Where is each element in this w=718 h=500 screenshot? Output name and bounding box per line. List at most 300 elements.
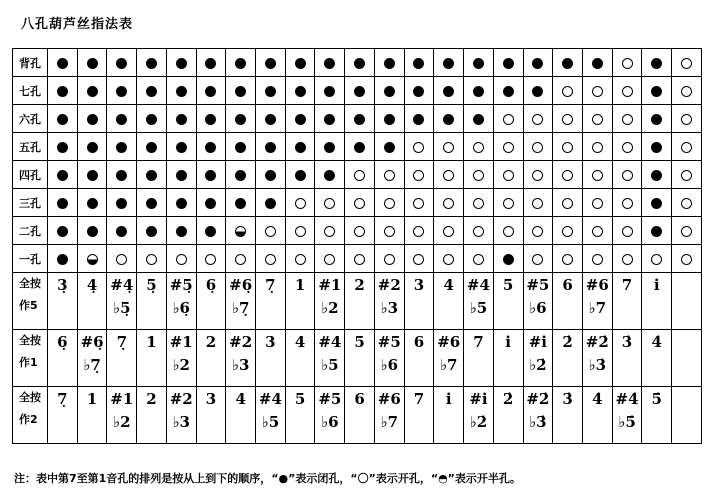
- note-alternate: [613, 352, 642, 356]
- note-alternate: [345, 352, 374, 356]
- hole-cell: [582, 189, 612, 217]
- open-hole-icon: [473, 198, 484, 209]
- hole-cell: [404, 189, 434, 217]
- note-cell: [493, 330, 523, 387]
- open-hole-icon: [324, 198, 335, 209]
- note-primary: 7̣: [57, 390, 68, 408]
- note-primary: #4̇: [615, 390, 639, 408]
- closed-hole-icon: [265, 58, 276, 69]
- note-alternate: ♭7: [380, 413, 399, 431]
- note-alternate: ♭5: [469, 299, 488, 317]
- hole-cell: [523, 161, 553, 189]
- hole-cell: [374, 49, 404, 77]
- hole-row: [13, 189, 702, 217]
- closed-hole-icon: [146, 86, 157, 97]
- closed-hole-icon: [116, 114, 127, 125]
- closed-hole-icon: [384, 86, 395, 97]
- open-hole-icon: [681, 114, 692, 125]
- hole-row: [13, 77, 702, 105]
- note-primary: #1: [110, 390, 134, 408]
- note-cell: [582, 273, 612, 330]
- note-primary: 5: [294, 390, 306, 408]
- closed-hole-icon: [57, 254, 68, 265]
- hole-cell: [553, 105, 583, 133]
- open-hole-icon: [622, 198, 633, 209]
- hole-cell: [434, 217, 464, 245]
- note-cell: [137, 330, 167, 387]
- hole-cell: [256, 77, 286, 105]
- closed-hole-icon: [57, 170, 68, 181]
- open-hole-icon: [681, 226, 692, 237]
- note-row: [13, 273, 702, 330]
- note-alternate: ♭2: [321, 299, 339, 317]
- note-primary: #6: [437, 333, 461, 351]
- closed-hole-icon: [592, 58, 603, 69]
- hole-cell: [196, 77, 226, 105]
- closed-hole-icon: [57, 114, 68, 125]
- closed-hole-icon: [651, 86, 662, 97]
- note-alternate: ♭2: [172, 356, 190, 374]
- closed-hole-icon: [205, 86, 216, 97]
- open-hole-icon: [622, 254, 633, 265]
- hole-cell: [285, 189, 315, 217]
- hole-cell: [107, 217, 137, 245]
- note-alternate: ♭6: [321, 413, 339, 431]
- note-primary: 5̣: [146, 276, 157, 294]
- hole-cell: [523, 49, 553, 77]
- hole-cell: [345, 77, 375, 105]
- note-primary: 6̣: [57, 333, 68, 351]
- closed-hole-icon: [116, 142, 127, 153]
- open-hole-icon: [532, 170, 543, 181]
- open-hole-icon: [622, 86, 633, 97]
- hole-cell: [612, 189, 642, 217]
- closed-hole-icon: [116, 58, 127, 69]
- hole-cell: [612, 49, 642, 77]
- note-primary: 7: [473, 333, 484, 351]
- hole-cell: [612, 161, 642, 189]
- note-primary: 4: [235, 390, 246, 408]
- open-hole-icon: [384, 254, 395, 265]
- hole-cell: [137, 49, 167, 77]
- note-cell: [404, 387, 434, 444]
- note-primary: #i: [469, 390, 488, 408]
- note-primary: 3: [413, 276, 425, 294]
- open-hole-icon: [562, 254, 573, 265]
- note-primary: #6: [585, 276, 609, 294]
- note-cell: [196, 273, 226, 330]
- open-hole-icon: [265, 226, 276, 237]
- note-alternate: ♭7̣: [231, 299, 250, 317]
- hole-cell: [166, 217, 196, 245]
- hole-cell: [642, 105, 672, 133]
- closed-hole-icon: [324, 58, 335, 69]
- note-primary: 1: [146, 333, 157, 351]
- open-hole-icon: [503, 170, 514, 181]
- open-hole-icon: [592, 86, 603, 97]
- hole-cell: [107, 49, 137, 77]
- hole-cell: [48, 133, 78, 161]
- note-primary: #6̣: [80, 333, 104, 351]
- note-cell: [107, 273, 137, 330]
- footnote-half-text: 表示开半孔。: [454, 472, 521, 485]
- hole-cell: [48, 49, 78, 77]
- closed-hole-icon: [87, 226, 98, 237]
- open-hole-icon: [324, 254, 335, 265]
- hole-cell: [345, 189, 375, 217]
- note-alternate: [286, 295, 315, 299]
- hole-cell: [137, 217, 167, 245]
- note-cell: [612, 330, 642, 387]
- footnote-closed-symbol: “●”: [271, 472, 296, 485]
- closed-hole-icon: [443, 86, 454, 97]
- open-hole-icon: [532, 114, 543, 125]
- hole-cell: [48, 77, 78, 105]
- hole-cell: [107, 77, 137, 105]
- fingering-table: [12, 48, 702, 444]
- closed-hole-icon: [384, 58, 395, 69]
- note-cell: [493, 387, 523, 444]
- note-alternate: ♭7: [439, 356, 458, 374]
- hole-label: 五孔: [13, 133, 48, 161]
- note-cell: [137, 273, 167, 330]
- hole-label: 一孔: [13, 245, 48, 273]
- note-row: [13, 330, 702, 387]
- open-hole-icon: [503, 114, 514, 125]
- open-hole-icon: [503, 226, 514, 237]
- note-cell: [523, 273, 553, 330]
- hole-cell: [107, 133, 137, 161]
- hole-cell: [166, 49, 196, 77]
- hole-cell: [226, 133, 256, 161]
- hole-cell: [77, 161, 107, 189]
- open-hole-icon: [592, 226, 603, 237]
- hole-cell: [315, 105, 345, 133]
- note-cell: [345, 387, 375, 444]
- note-cell: [196, 387, 226, 444]
- closed-hole-icon: [176, 198, 187, 209]
- hole-cell: [77, 245, 107, 273]
- closed-hole-icon: [235, 170, 246, 181]
- open-hole-icon: [413, 142, 424, 153]
- hole-cell: [48, 189, 78, 217]
- hole-row: [13, 161, 702, 189]
- hole-cell: [612, 245, 642, 273]
- closed-hole-icon: [265, 86, 276, 97]
- note-cell: [226, 330, 256, 387]
- note-alternate: [405, 295, 434, 299]
- hole-cell: [612, 105, 642, 133]
- hole-cell: [226, 245, 256, 273]
- closed-hole-icon: [176, 114, 187, 125]
- closed-hole-icon: [235, 86, 246, 97]
- note-primary: 5: [354, 333, 365, 351]
- footnote-closed-text: 表示闭孔，: [295, 472, 351, 485]
- closed-hole-icon: [176, 142, 187, 153]
- note-primary: #2: [229, 333, 253, 351]
- closed-hole-icon: [87, 170, 98, 181]
- closed-hole-icon: [116, 198, 127, 209]
- closed-hole-icon: [295, 58, 306, 69]
- hole-cell: [523, 245, 553, 273]
- half-open-hole-icon: [235, 226, 246, 237]
- hole-cell: [523, 189, 553, 217]
- hole-cell: [642, 133, 672, 161]
- note-cell: [553, 330, 583, 387]
- open-hole-icon: [622, 114, 633, 125]
- hole-cell: [256, 245, 286, 273]
- hole-cell: [642, 161, 672, 189]
- note-cell: [464, 273, 494, 330]
- open-hole-icon: [116, 254, 127, 265]
- closed-hole-icon: [295, 170, 306, 181]
- closed-hole-icon: [176, 86, 187, 97]
- fingering-table-body: [13, 49, 702, 444]
- hole-row: [13, 49, 702, 77]
- note-alternate: [78, 295, 107, 299]
- note-primary: 6̣: [205, 276, 217, 294]
- hole-label: 四孔: [13, 161, 48, 189]
- open-hole-icon: [295, 226, 306, 237]
- hole-cell: [582, 77, 612, 105]
- hole-row: [13, 133, 702, 161]
- hole-cell: [553, 161, 583, 189]
- closed-hole-icon: [354, 58, 365, 69]
- hole-cell: [77, 133, 107, 161]
- note-primary: #4: [318, 333, 342, 351]
- closed-hole-icon: [354, 142, 365, 153]
- hole-row: [13, 217, 702, 245]
- open-hole-icon: [295, 198, 306, 209]
- open-hole-icon: [413, 254, 424, 265]
- note-primary: 3: [265, 333, 276, 351]
- hole-cell: [285, 217, 315, 245]
- note-alternate: [197, 295, 226, 299]
- note-primary: #5: [526, 276, 550, 294]
- closed-hole-icon: [116, 226, 127, 237]
- open-hole-icon: [473, 170, 484, 181]
- open-hole-icon: [146, 254, 157, 265]
- hole-cell: [523, 105, 553, 133]
- note-cell: [107, 387, 137, 444]
- hole-cell: [256, 133, 286, 161]
- note-primary: 6: [562, 276, 573, 294]
- closed-hole-icon: [205, 170, 216, 181]
- hole-cell: [404, 161, 434, 189]
- note-alternate: ♭3: [172, 413, 190, 431]
- closed-hole-icon: [651, 142, 662, 153]
- closed-hole-icon: [116, 170, 127, 181]
- hole-cell: [226, 105, 256, 133]
- hole-cell: [672, 245, 702, 273]
- hole-cell: [523, 133, 553, 161]
- note-alternate: ♭5: [261, 413, 280, 431]
- hole-cell: [196, 245, 226, 273]
- closed-hole-icon: [562, 58, 573, 69]
- open-hole-icon: [413, 198, 424, 209]
- note-cell: [434, 273, 464, 330]
- hole-cell: [404, 133, 434, 161]
- note-alternate: ♭2̇: [529, 356, 547, 374]
- hole-cell: [48, 161, 78, 189]
- hole-cell: [137, 161, 167, 189]
- closed-hole-icon: [324, 86, 335, 97]
- note-primary: 2: [146, 390, 157, 408]
- hole-cell: [642, 217, 672, 245]
- hole-cell: [226, 217, 256, 245]
- hole-cell: [48, 105, 78, 133]
- hole-label: 三孔: [13, 189, 48, 217]
- hole-cell: [196, 133, 226, 161]
- hole-cell: [553, 245, 583, 273]
- note-primary: 1: [294, 276, 306, 294]
- note-primary: #2: [377, 276, 401, 294]
- note-primary: #6̣: [229, 276, 253, 294]
- hole-cell: [256, 161, 286, 189]
- hole-cell: [553, 49, 583, 77]
- note-alternate: [494, 409, 523, 413]
- note-cell: [672, 387, 702, 444]
- closed-hole-icon: [443, 114, 454, 125]
- note-primary: i: [445, 390, 452, 408]
- note-cell: [48, 387, 78, 444]
- note-primary: 4̇: [592, 390, 603, 408]
- note-cell: [48, 273, 78, 330]
- closed-hole-icon: [87, 58, 98, 69]
- note-row: [13, 387, 702, 444]
- hole-cell: [256, 105, 286, 133]
- open-hole-icon: [562, 114, 573, 125]
- note-primary: #1: [169, 333, 193, 351]
- note-cell: [404, 330, 434, 387]
- hole-cell: [404, 245, 434, 273]
- note-alternate: [405, 409, 434, 413]
- hole-cell: [582, 133, 612, 161]
- hole-cell: [374, 217, 404, 245]
- hole-cell: [672, 105, 702, 133]
- hole-cell: [582, 245, 612, 273]
- note-alternate: [642, 295, 671, 299]
- open-hole-icon: [295, 254, 306, 265]
- open-hole-icon: [681, 254, 692, 265]
- closed-hole-icon: [57, 226, 68, 237]
- note-primary: 4̣: [86, 276, 98, 294]
- closed-hole-icon: [413, 114, 424, 125]
- open-hole-icon: [651, 254, 662, 265]
- open-hole-icon: [443, 142, 454, 153]
- note-primary: #1: [318, 276, 342, 294]
- note-row-label: [13, 330, 48, 387]
- note-primary: 7: [413, 390, 425, 408]
- hole-cell: [196, 189, 226, 217]
- note-alternate: [494, 295, 523, 299]
- hole-cell: [582, 105, 612, 133]
- open-hole-icon: [532, 198, 543, 209]
- hole-cell: [642, 77, 672, 105]
- open-hole-icon: [473, 254, 484, 265]
- open-hole-icon: [532, 254, 543, 265]
- note-cell: [345, 273, 375, 330]
- closed-hole-icon: [532, 86, 543, 97]
- closed-hole-icon: [354, 114, 365, 125]
- note-cell: [166, 273, 196, 330]
- hole-cell: [315, 161, 345, 189]
- closed-hole-icon: [651, 198, 662, 209]
- hole-cell: [374, 189, 404, 217]
- note-alternate: ♭6: [529, 299, 547, 317]
- note-cell: [493, 273, 523, 330]
- note-cell: [374, 387, 404, 444]
- closed-hole-icon: [146, 170, 157, 181]
- hole-cell: [315, 189, 345, 217]
- open-hole-icon: [384, 226, 395, 237]
- hole-cell: [285, 105, 315, 133]
- closed-hole-icon: [354, 86, 365, 97]
- closed-hole-icon: [205, 142, 216, 153]
- hole-cell: [493, 133, 523, 161]
- hole-cell: [672, 77, 702, 105]
- note-alternate: [226, 409, 255, 413]
- note-cell: [464, 387, 494, 444]
- hole-cell: [672, 217, 702, 245]
- note-cell: [48, 330, 78, 387]
- open-hole-icon: [443, 226, 454, 237]
- hole-cell: [196, 161, 226, 189]
- open-hole-icon: [205, 254, 216, 265]
- note-primary: i: [505, 333, 511, 351]
- note-alternate: [345, 409, 374, 413]
- note-primary: 7̣: [265, 276, 276, 294]
- note-cell: [196, 330, 226, 387]
- open-hole-icon: [503, 142, 514, 153]
- note-alternate: [197, 409, 226, 413]
- footnote: [14, 470, 521, 486]
- note-alternate: ♭3̇: [588, 356, 607, 374]
- hole-cell: [256, 217, 286, 245]
- open-hole-icon: [265, 254, 276, 265]
- hole-cell: [256, 189, 286, 217]
- open-hole-icon: [354, 198, 365, 209]
- closed-hole-icon: [295, 114, 306, 125]
- note-cell: [226, 273, 256, 330]
- hole-cell: [523, 77, 553, 105]
- note-cell: [553, 387, 583, 444]
- note-cell: [523, 330, 553, 387]
- note-row-label: [13, 273, 48, 330]
- open-hole-icon: [592, 198, 603, 209]
- note-cell: [523, 387, 553, 444]
- note-cell: [434, 387, 464, 444]
- note-alternate: ♭3̇: [529, 413, 547, 431]
- note-cell: [226, 387, 256, 444]
- closed-hole-icon: [651, 226, 662, 237]
- hole-cell: [493, 217, 523, 245]
- note-cell: [137, 387, 167, 444]
- closed-hole-icon: [473, 86, 484, 97]
- note-primary: #5: [377, 333, 401, 351]
- closed-hole-icon: [87, 86, 98, 97]
- note-cell: [77, 273, 107, 330]
- hole-cell: [137, 133, 167, 161]
- closed-hole-icon: [532, 58, 543, 69]
- hole-cell: [493, 49, 523, 77]
- note-primary: 2̇: [502, 390, 514, 408]
- closed-hole-icon: [473, 114, 484, 125]
- open-hole-icon: [443, 198, 454, 209]
- hole-cell: [493, 105, 523, 133]
- note-primary: 4: [294, 333, 306, 351]
- note-cell: [256, 387, 286, 444]
